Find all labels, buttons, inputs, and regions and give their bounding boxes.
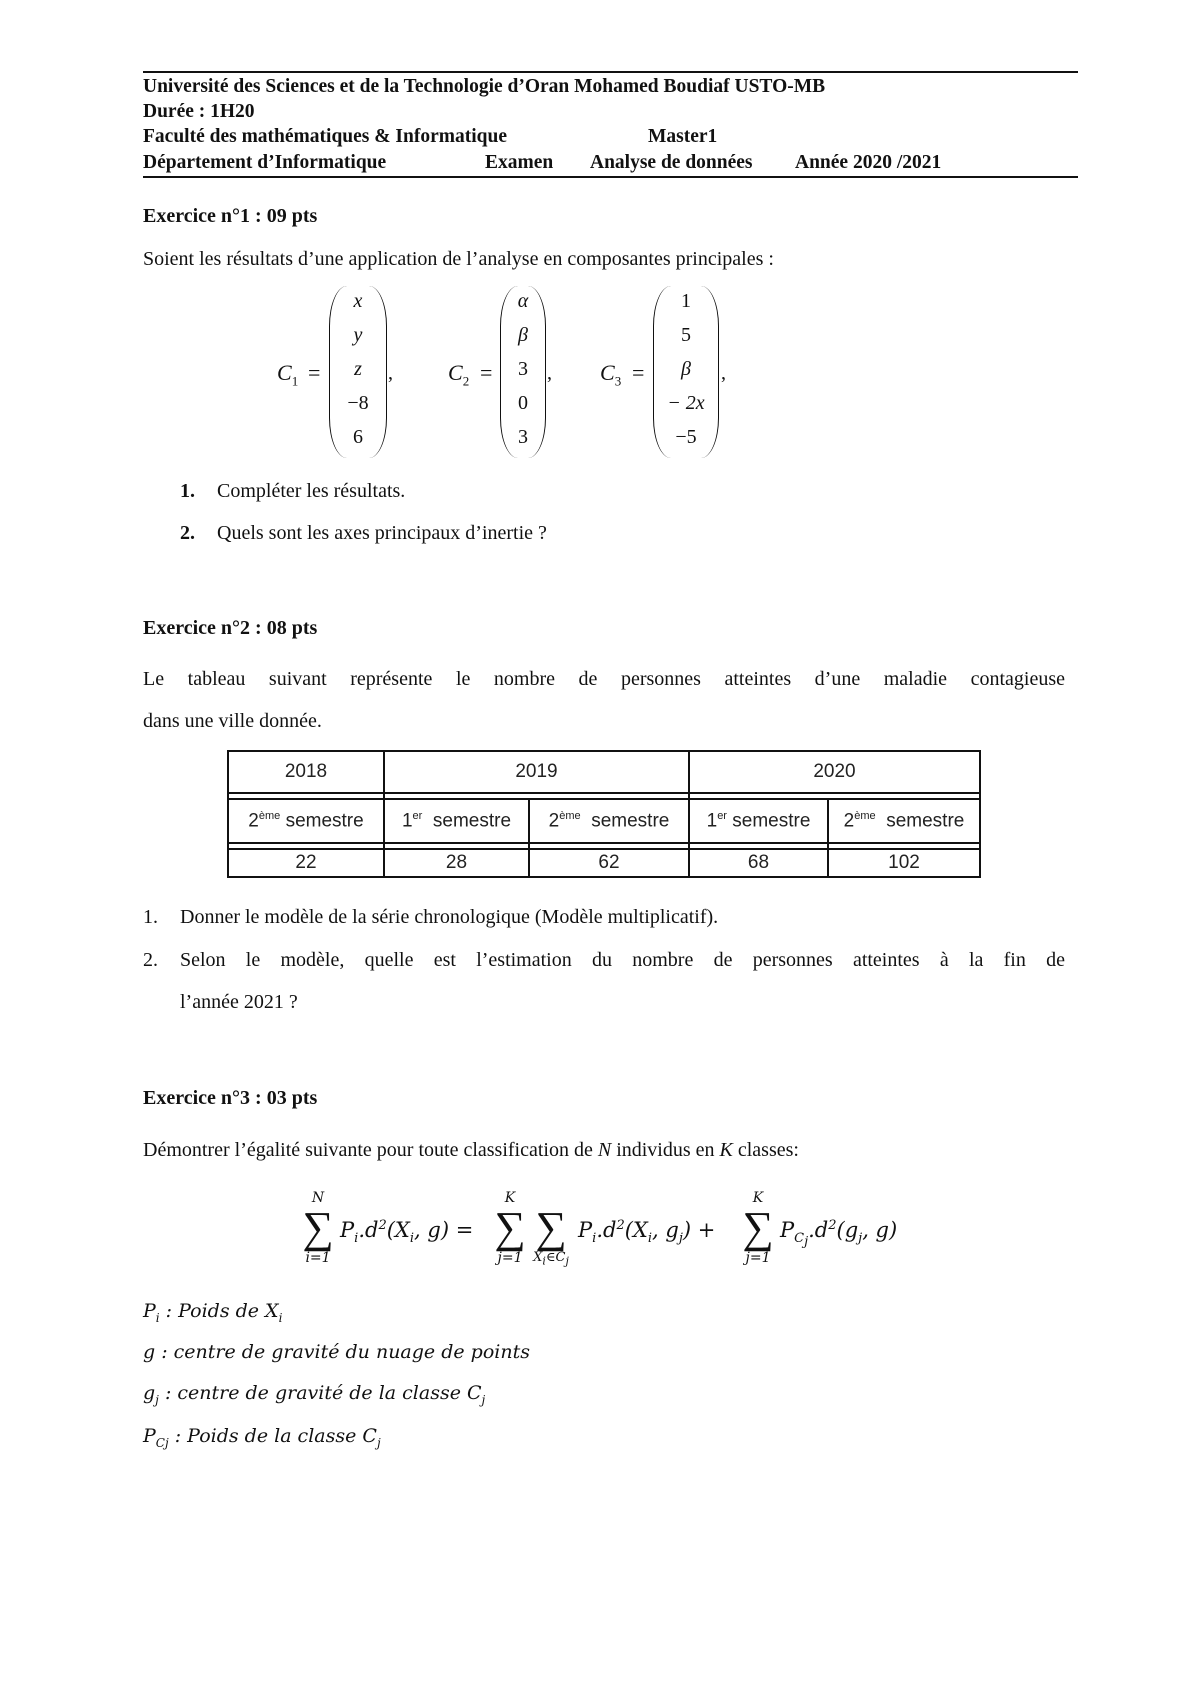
semester-cell: 2ème semestre [529, 799, 689, 843]
equals-sign: = [632, 360, 645, 385]
exercise3-title: Exercice n°3 : 03 pts [143, 1087, 318, 1109]
vector-c1-label: $C_1$ [277, 360, 299, 389]
vector-c3 [653, 286, 719, 458]
sum-symbol: K ∑ j=1 [742, 1190, 774, 1266]
exercise2-intro-line2: dans une ville donnée. [143, 710, 322, 732]
exercise2-intro-line1: Le tableau suivant représente le nombre de personnes atteintes d’une maladie contagieuse [143, 668, 1065, 690]
vector-c1 [329, 286, 387, 458]
definition-class-weight: $P_{Cj}$ : Poids de la classe $C_j$ [143, 1425, 381, 1450]
subject-label: Analyse de données [590, 152, 753, 173]
c3-entry: β [681, 358, 691, 380]
exam-label: Examen [485, 152, 554, 173]
value-cell: 62 [529, 849, 689, 877]
formula-term: $P_{C_j}.d^2(g_j$, g) [780, 1218, 898, 1250]
question-text: Compléter les résultats. [217, 480, 406, 502]
value-cell: 102 [828, 849, 980, 877]
level-label: Master1 [648, 126, 718, 147]
c2-entry: 0 [518, 392, 528, 414]
c1-entry: −8 [347, 392, 369, 414]
c3-entry: 5 [681, 324, 691, 346]
semester-cell: 1er semestre [384, 799, 529, 843]
value-cell: 22 [228, 849, 384, 877]
c3-entry: −5 [675, 426, 697, 448]
academic-year: Année 2020 /2021 [795, 152, 942, 173]
value-cell: 68 [689, 849, 828, 877]
question-text: Donner le modèle de la série chronologique (Modèle multiplicatif). [180, 906, 719, 928]
question-text-continued: l’année 2021 ? [180, 991, 298, 1013]
value-cell: 28 [384, 849, 529, 877]
equals-sign: = [308, 360, 321, 385]
exercise2-title: Exercice n°2 : 08 pts [143, 617, 318, 639]
c2-entry: 3 [518, 426, 528, 448]
definition-weight: $P_i$ : Poids de $X_i$ [143, 1300, 283, 1325]
c3-entry: − 2x [667, 392, 705, 414]
year-header-row [228, 751, 980, 793]
exercise3-intro: Démontrer l’égalité suivante pour toute classification de N individus en K classes: [143, 1139, 799, 1161]
formula-term: $P_i.d^2(X_i$, g) = [340, 1218, 474, 1247]
comma: , [388, 362, 393, 384]
c2-entry: β [518, 324, 528, 346]
formula-term: $P_i.d^2(X_i$, $g_j$) + [578, 1218, 716, 1247]
university-name: Université des Sciences et de la Technologie d’Oran Mohamed Boudiaf USTO-MB [143, 76, 826, 97]
vector-c2-label: $C_2$ [448, 360, 470, 389]
cases-table [227, 750, 981, 878]
year-cell: 2018 [228, 751, 384, 793]
c2-entry: 3 [518, 358, 528, 380]
faculty-name: Faculté des mathématiques & Informatique [143, 126, 507, 147]
exam-duration: Durée : 1H20 [143, 101, 255, 122]
question-text: Selon le modèle, quelle est l’estimation du nombre de personnes atteintes à la fin de [180, 949, 1065, 971]
sum-symbol: K ∑ j=1 [494, 1190, 526, 1266]
c1-entry: x [353, 290, 363, 312]
question-text: Quels sont les axes principaux d’inertie ? [217, 522, 547, 544]
question-number: 2. [180, 522, 195, 544]
sum-symbol: N ∑ i=1 [302, 1190, 334, 1266]
exercise1-title: Exercice n°1 : 09 pts [143, 205, 318, 227]
c1-entry: 6 [353, 426, 363, 448]
comma: , [721, 362, 726, 384]
values-row [228, 849, 980, 877]
semester-cell: 2ème semestre [228, 799, 384, 843]
c3-entry: 1 [681, 290, 691, 312]
equals-sign: = [480, 360, 493, 385]
semester-header-row [228, 799, 980, 843]
question-number: 1. [180, 480, 195, 502]
question-number: 2. [143, 949, 158, 971]
sum-symbol: ∑ $X_i\in C_j$ [533, 1203, 569, 1268]
definition-class-centroid: $g_j$ : centre de gravité de la classe $C_j$ [143, 1382, 486, 1407]
c2-entry: α [517, 290, 529, 312]
question-number: 1. [143, 906, 158, 928]
c1-entry: z [354, 358, 362, 380]
year-cell: 2020 [689, 751, 980, 793]
year-cell: 2019 [384, 751, 689, 793]
header-bottom-rule [143, 176, 1078, 178]
exercise1-intro: Soient les résultats d’une application de l’analyse en composantes principales : [143, 248, 774, 270]
department-name: Département d’Informatique [143, 152, 387, 173]
definition-centroid: g : centre de gravité du nuage de points [143, 1341, 530, 1363]
c1-entry: y [353, 324, 363, 346]
semester-cell: 1er semestre [689, 799, 828, 843]
header-top-rule [143, 71, 1078, 73]
vector-c3-label: $C_3$ [600, 360, 622, 389]
vector-c2 [500, 286, 546, 458]
comma: , [547, 362, 552, 384]
semester-cell: 2ème semestre [828, 799, 980, 843]
